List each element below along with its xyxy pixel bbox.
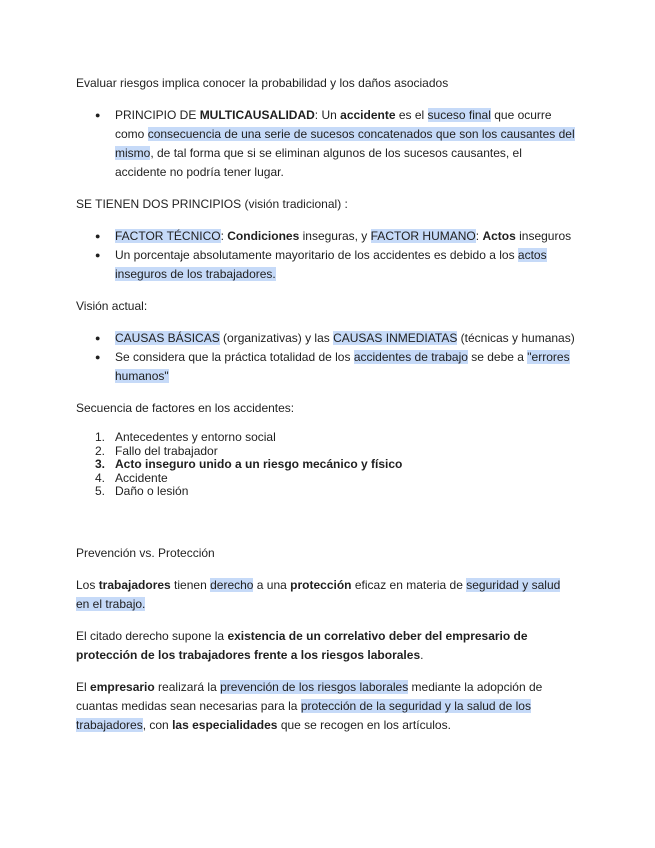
list-item — [76, 431, 576, 445]
text: (técnicas y humanas) — [457, 331, 575, 345]
highlighted-text: prevención de los riesgos laborales — [220, 679, 409, 694]
bullet-multicausalidad — [76, 106, 576, 182]
text: : Un — [314, 108, 341, 122]
text: PRINCIPIO DE — [115, 108, 200, 122]
highlighted-text: FACTOR HUMANO — [370, 229, 476, 243]
highlighted-text: protección de la seguridad y la salud de los trabajadores — [76, 698, 531, 732]
text: que se recogen en los artículos. — [277, 717, 451, 732]
paragraph-empresario — [76, 678, 576, 735]
highlighted-text: seguridad y salud en el trabajo. — [76, 577, 561, 611]
document-page — [76, 74, 576, 735]
highlighted-text: consecuencia de una serie de sucesos concatenados que son los causantes del mismo — [115, 127, 575, 160]
list-item-text: Fallo del trabajador — [115, 443, 218, 458]
highlighted-text: actos inseguros de los trabajadores. — [115, 248, 547, 281]
highlighted-text: CAUSAS INMEDIATAS — [333, 331, 458, 345]
list-item — [76, 445, 576, 459]
text: realizará la — [154, 679, 221, 694]
vision-heading: Visión actual: — [76, 299, 148, 313]
highlighted-text: "errores humanos" — [115, 350, 570, 383]
text: se debe a — [467, 350, 528, 364]
list-number: 4. — [95, 470, 106, 485]
list-item — [76, 472, 576, 486]
bullet-factores — [76, 227, 576, 246]
bold-text: protección — [290, 577, 352, 592]
text: mediante la adopción de cuantas medidas sean necesarias para la — [76, 679, 543, 713]
text: es el — [395, 108, 428, 122]
list-item — [76, 458, 576, 472]
paragraph-deber — [76, 627, 576, 665]
list-item — [76, 485, 576, 499]
prevencion-heading: Prevención vs. Protección — [76, 545, 215, 560]
text: (organizativas) y las — [219, 331, 334, 345]
text: : — [220, 229, 228, 243]
bold-text: accidente — [340, 108, 396, 122]
list-item-text: Antecedentes y entorno social — [115, 430, 276, 444]
text: inseguras, y — [299, 229, 371, 243]
numbered-list — [76, 431, 576, 499]
bold-text: existencia de un correlativo deber del empresario de protección de los trabajadores frente a los riesgos laborales — [76, 628, 528, 662]
list-number: 3. — [95, 457, 106, 471]
text: que ocurre como — [115, 108, 552, 141]
bullet-causas — [76, 329, 576, 348]
paragraph-derecho — [76, 576, 576, 614]
text: inseguros — [515, 229, 572, 243]
highlighted-text: accidentes de trabajo — [353, 350, 468, 364]
text: eficaz en materia de — [351, 577, 467, 592]
text: . — [420, 647, 424, 662]
highlighted-text: suceso final — [427, 108, 491, 122]
highlighted-text: derecho — [210, 577, 254, 592]
bold-text: empresario — [90, 679, 155, 694]
bold-text: las especialidades — [172, 717, 278, 732]
text: Un porcentaje absolutamente mayoritario de los accidentes es debido a los — [115, 248, 518, 262]
principios-heading: SE TIENEN DOS PRINCIPIOS (visión tradicional) : — [76, 197, 348, 211]
bullet-porcentaje — [76, 246, 576, 284]
highlighted-text: FACTOR TÉCNICO — [115, 229, 221, 243]
text: Los — [76, 577, 99, 592]
bold-text: trabajadores — [98, 577, 171, 592]
bullet-errores-humanos — [76, 348, 576, 386]
intro-paragraph: Evaluar riesgos implica conocer la probabilidad y los daños asociados — [76, 76, 449, 90]
text: Se considera que la práctica totalidad de los — [115, 350, 354, 364]
text: , de tal forma que si se eliminan algunos de los sucesos causantes, el accidente no podría tener lugar. — [115, 146, 522, 179]
secuencia-heading: Secuencia de factores en los accidentes: — [76, 401, 295, 415]
highlighted-text: CAUSAS BÁSICAS — [115, 331, 220, 345]
list-item-text: Accidente — [115, 470, 168, 485]
bold-text: Actos — [482, 229, 516, 243]
text: El citado derecho supone la — [76, 628, 228, 643]
list-item-text: Acto inseguro unido a un riesgo mecánico y físico — [115, 457, 403, 471]
list-item-text: Daño o lesión — [115, 484, 189, 498]
bold-text: MULTICAUSALIDAD — [199, 108, 315, 122]
list-number: 1. — [95, 430, 106, 444]
text: : — [475, 229, 483, 243]
text: El — [76, 679, 91, 694]
text: tienen — [170, 577, 211, 592]
text: , con — [142, 717, 173, 732]
list-number: 5. — [95, 484, 106, 498]
bold-text: Condiciones — [227, 229, 300, 243]
text: a una — [253, 577, 291, 592]
list-number: 2. — [95, 443, 106, 458]
